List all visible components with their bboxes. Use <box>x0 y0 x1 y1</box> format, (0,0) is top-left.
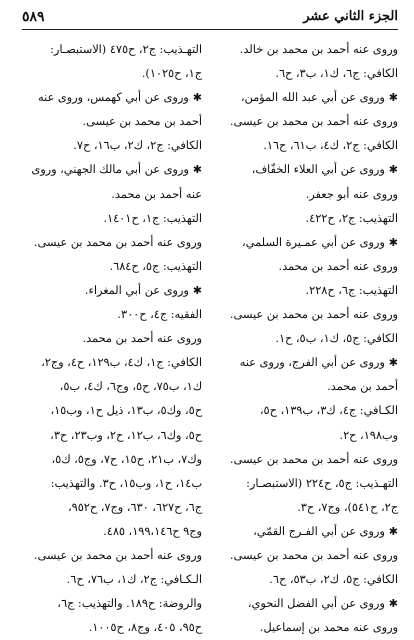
page-header <box>22 8 398 28</box>
line-text: أحمد بن محمد. <box>327 380 398 394</box>
line-text: التهذيب: ج٦، ح٢٢٨. <box>305 283 398 297</box>
line-text: وروى عنه أحمد بن محمد بن عيسى. <box>33 235 202 249</box>
text-line <box>24 279 202 303</box>
entry-star-icon: ✱ <box>192 283 202 297</box>
line-text: وروى عن أبي عبد الله المؤمن، <box>240 91 385 105</box>
text-line <box>24 255 202 279</box>
text-line <box>216 472 398 496</box>
entry-star-icon: ✱ <box>192 163 202 177</box>
line-text: وب١٩٨، ح٢. <box>339 428 398 442</box>
text-line <box>24 158 202 182</box>
text-line <box>216 496 398 520</box>
line-text: وج٩ ح١٩٩،١٤٦، ٤٨٥. <box>103 524 202 538</box>
text-line <box>24 231 202 255</box>
text-line <box>216 544 398 568</box>
line-text: وروى عنه أحمد بن محمد. <box>278 259 398 273</box>
text-line <box>24 399 202 423</box>
text-line <box>24 62 202 86</box>
entry-star-icon: ✱ <box>388 91 398 105</box>
entry-star-icon: ✱ <box>388 235 398 249</box>
entry-star-icon: ✱ <box>388 524 398 538</box>
text-line <box>216 134 398 158</box>
line-text: والروضة: ح١٨٩. والتهذيب: ج٦، <box>57 597 202 611</box>
text-line <box>216 375 398 399</box>
line-text: عنه أحمد بن محمد. <box>111 187 202 201</box>
text-line <box>24 351 202 375</box>
line-text: ح٥، وك٥، ب١٣، ذيل ح١، وب١٥، <box>50 404 202 418</box>
line-text: الكافي: ج٥، ك١، ب٥، ح١. <box>275 332 398 346</box>
text-line <box>24 110 202 134</box>
text-line <box>216 303 398 327</box>
line-text: وروى عن أبي كهمس، وروى عنه <box>37 91 189 105</box>
line-text: وروى عن أبي الفرج، وروى عنه <box>239 356 385 370</box>
line-text: التهذيب: ج٥، ح٦٨٤. <box>109 259 202 273</box>
line-text: التهذيب: ج١، ح١٤٠١. <box>103 211 202 225</box>
text-line <box>216 62 398 86</box>
line-text: التهـذيب: ج٢، ح٤٧٥ (الاستبصـار: <box>50 43 202 56</box>
line-text: وروى عنه محمد بن إسماعيل. <box>259 621 398 635</box>
text-line <box>216 327 398 351</box>
line-text: وروى عنه أحمد بن محمد بن عيسى. <box>229 115 398 129</box>
text-line <box>24 86 202 110</box>
entry-star-icon: ✱ <box>388 597 398 611</box>
line-text: الفقيه: ج٤، ح٣٠٠. <box>117 308 202 322</box>
text-line <box>216 207 398 231</box>
line-text: الكافي: ج١، ك٤، ب١٢٩، ح٤، وج٢، <box>41 356 202 370</box>
entry-star-icon: ✱ <box>388 356 398 370</box>
text-line <box>24 520 202 544</box>
text-line <box>216 38 398 62</box>
line-text: الكافي: ج٥، ك٢، ب٥٣، ح٦. <box>269 573 398 587</box>
line-text: التهـذيب: ج٥، ح٢٢٤ (الاستبصـار: <box>246 476 398 490</box>
text-line <box>24 375 202 399</box>
line-text: ح٥، وك٦، ب١٢، ح٢، وب٢٣، ح٣، <box>50 428 202 442</box>
text-line <box>24 183 202 207</box>
line-text: وروى عن أبي الفـرج القمّي، <box>253 524 385 538</box>
line-text: التهذيب: ج٢، ح٤٢٢. <box>305 211 398 225</box>
text-line <box>24 327 202 351</box>
text-line <box>216 351 398 375</box>
line-text: ب١٤، ح١، وب١٥، ح٣. والتهذيب: <box>50 476 202 490</box>
line-text: الـكـافي: ج٢، ك١، ب٧٦، ح٦. <box>66 573 202 587</box>
text-line <box>24 38 202 62</box>
text-line <box>24 207 202 231</box>
text-line <box>24 424 202 448</box>
text-line <box>24 496 202 520</box>
text-line <box>216 568 398 592</box>
line-text: وروى عنه أحمد بن محمد بن عيسى. <box>229 452 398 466</box>
right-column <box>216 38 398 635</box>
text-line <box>216 86 398 110</box>
line-text: ج٢، ح٥٤١)، وج٧، ح٣. <box>297 500 398 514</box>
text-line <box>24 568 202 592</box>
line-text: وروى عن أبي المغراء. <box>84 283 189 297</box>
text-line <box>24 544 202 568</box>
text-line <box>216 158 398 182</box>
line-text: ح٩٥، ٤٠٥، وج٨، ح١٠٠٥. <box>88 621 202 635</box>
line-text: وروى عن أبي العلاء الخفّاف، <box>251 163 385 177</box>
text-line <box>216 424 398 448</box>
header-rule <box>22 29 398 30</box>
line-text: وروى عن أبي الفضل النحوي، <box>247 597 385 611</box>
line-text: ج١، ح١٠٢٥). <box>141 67 202 81</box>
page-number: ٥٨٩ <box>22 9 45 25</box>
text-line <box>24 472 202 496</box>
line-text: وروى عن أبي مالك الجهني، وروى <box>31 163 189 177</box>
text-line <box>216 399 398 423</box>
text-line <box>216 448 398 472</box>
entry-star-icon: ✱ <box>192 91 202 105</box>
text-line <box>216 255 398 279</box>
left-column <box>24 38 202 635</box>
line-text: الكافي: ج٦، ك١، ب٣، ح٦. <box>275 67 398 81</box>
text-line <box>24 592 202 616</box>
line-text: وروى عن أبي عمـيرة السلمي، <box>242 235 385 249</box>
text-line <box>216 110 398 134</box>
text-line <box>216 279 398 303</box>
line-text: وك٧، ب٢١، ح١٥، ح٧، وج٥، ك٥، <box>51 452 202 466</box>
text-line <box>216 592 398 616</box>
line-text: وروى عنه أحمد بن محمد بن خالد. <box>239 43 398 56</box>
entry-star-icon: ✱ <box>388 163 398 177</box>
running-title: الجزء الثاني عشر <box>303 9 398 24</box>
text-line <box>216 520 398 544</box>
text-line <box>24 448 202 472</box>
line-text: وروى عنه أحمد بن محمد بن عيسى. <box>229 308 398 322</box>
text-line <box>24 616 202 640</box>
line-text: الكـافي: ج٤، ك٣، ب١٣٩، ح٥، <box>259 404 398 418</box>
line-text: وروى عنه أحمد بن محمد بن عيسى. <box>33 548 202 562</box>
text-line <box>24 303 202 327</box>
line-text: وروى عنه أبو جعفر. <box>305 187 398 201</box>
line-text: ج٦، ح٦٢٧، ٦٣٠، وج٧، ح٩٥٢، <box>67 500 202 514</box>
line-text: الكافي: ج٢، ك٤، ب٦١، ح١٦. <box>263 139 398 153</box>
line-text: وروى عنه أحمد بن محمد. <box>82 332 202 346</box>
text-line <box>216 616 398 640</box>
line-text: الكافي: ج٢، ك٢، ب١٦، ح٧. <box>73 139 202 153</box>
line-text: ك١، ب٧٥، ح٥، وج٦، ك٤، ب٥، <box>59 380 202 394</box>
text-line <box>216 183 398 207</box>
text-line <box>216 231 398 255</box>
line-text: أحمد بن محمد بن عيسى. <box>82 115 202 129</box>
text-line <box>24 134 202 158</box>
line-text: وروى عنه أحمد بن محمد بن عيسى. <box>229 548 398 562</box>
